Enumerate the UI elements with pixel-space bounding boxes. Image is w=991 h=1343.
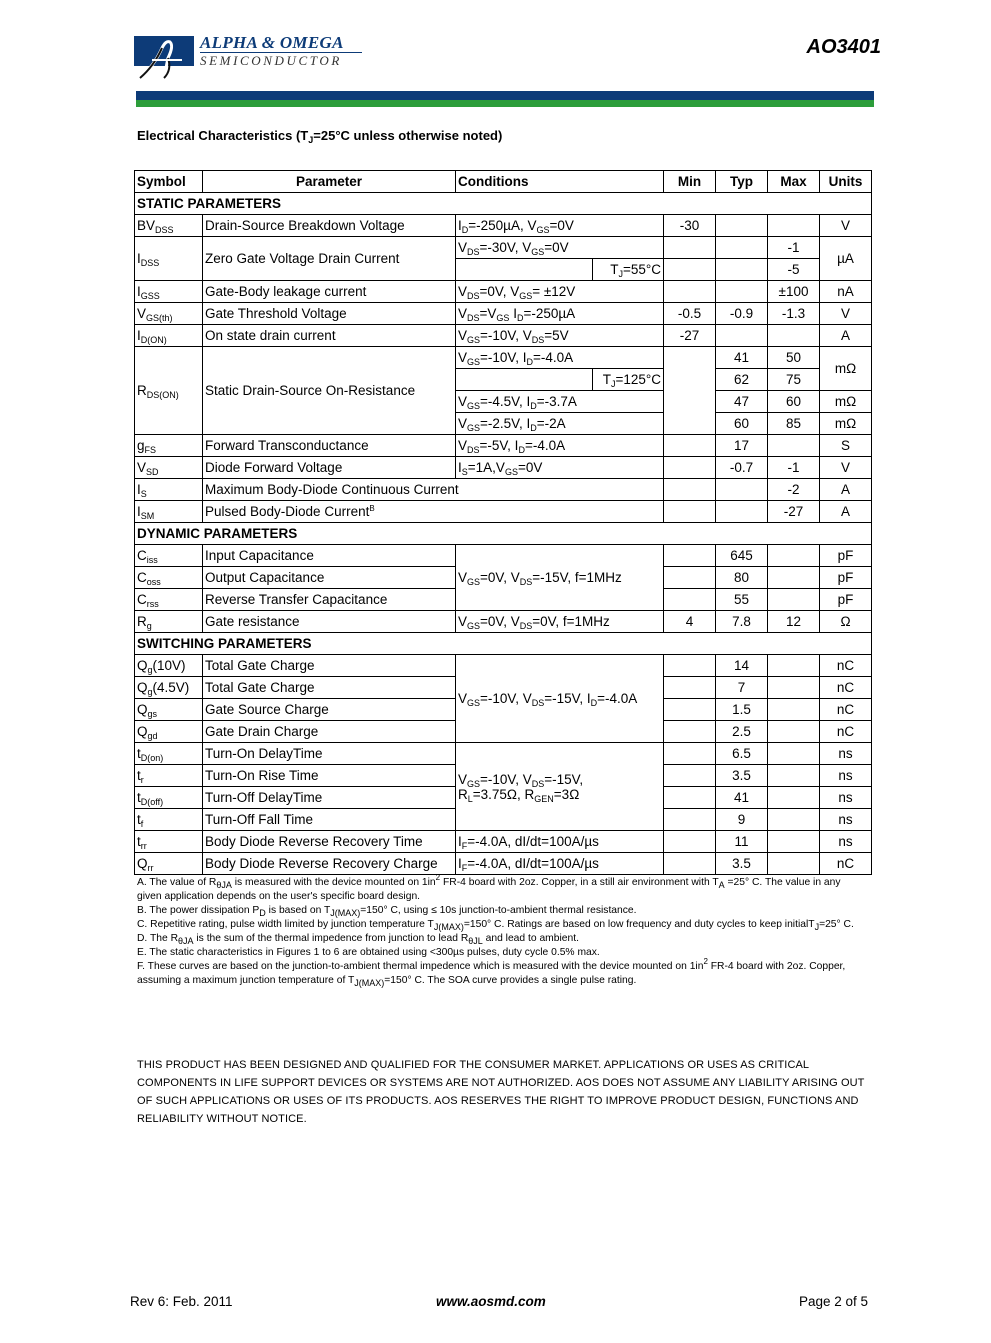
- section-row: [135, 633, 872, 655]
- parameter-cell: Body Diode Reverse Recovery Charge: [203, 853, 456, 875]
- section-header: STATIC PARAMETERS: [135, 193, 872, 215]
- table-row: [135, 501, 872, 523]
- min-cell: [664, 567, 716, 589]
- condition-cell: $V_{GS}=-10V$, $I_D=-4.0A$: [456, 347, 664, 369]
- min-cell: [664, 721, 716, 743]
- company-name: ALPHA & OMEGA: [200, 33, 344, 52]
- symbol-cell: $t_{rr}$: [135, 831, 203, 853]
- column-header: Min: [664, 171, 716, 193]
- symbol-cell: $R_{DS(ON)}$: [135, 347, 203, 435]
- table-row: [135, 303, 872, 325]
- typ-cell: 645: [716, 545, 768, 567]
- condition-cell: $V_{GS}=0V$, $V_{DS}=0V$, f=1MHz: [456, 611, 664, 633]
- parameter-cell: Turn-Off DelayTime: [203, 787, 456, 809]
- units-cell: µA: [820, 237, 872, 281]
- parameter-cell: Drain-Source Breakdown Voltage: [203, 215, 456, 237]
- typ-cell: 11: [716, 831, 768, 853]
- typ-cell: 7: [716, 677, 768, 699]
- max-cell: 12: [768, 611, 820, 633]
- symbol-cell: $C_{rss}$: [135, 589, 203, 611]
- min-cell: [664, 479, 716, 501]
- symbol-cell: $I_{SM}$: [135, 501, 203, 523]
- condition-cell: $V_{GS}=-4.5V$, $I_D=-3.7A$: [456, 391, 664, 413]
- typ-cell: 41: [716, 787, 768, 809]
- max-cell: [768, 721, 820, 743]
- parameter-cell: Maximum Body-Diode Continuous Current: [203, 479, 664, 501]
- symbol-cell: $I_{GSS}$: [135, 281, 203, 303]
- typ-cell: 9: [716, 809, 768, 831]
- table-header-row: [135, 171, 872, 193]
- table-row: [135, 545, 872, 567]
- max-cell: ±100: [768, 281, 820, 303]
- parameter-cell: Diode Forward Voltage: [203, 457, 456, 479]
- parameter-cell: Gate resistance: [203, 611, 456, 633]
- units-cell: mΩ: [820, 347, 872, 391]
- table-row: [135, 281, 872, 303]
- condition-cell: $T_J=125^\circ C$: [593, 369, 664, 391]
- parameter-cell: Turn-On DelayTime: [203, 743, 456, 765]
- footer-page-number: Page 2 of 5: [799, 1294, 869, 1309]
- parameter-cell: Body Diode Reverse Recovery Time: [203, 831, 456, 853]
- typ-cell: 17: [716, 435, 768, 457]
- symbol-cell: $t_{D(on)}$: [135, 743, 203, 765]
- table-row: [135, 743, 872, 765]
- units-cell: A: [820, 325, 872, 347]
- parameter-cell: Output Capacitance: [203, 567, 456, 589]
- max-cell: 60: [768, 391, 820, 413]
- max-cell: -1: [768, 457, 820, 479]
- units-cell: V: [820, 215, 872, 237]
- max-cell: [768, 589, 820, 611]
- max-cell: [768, 567, 820, 589]
- column-header: Max: [768, 171, 820, 193]
- max-cell: [768, 787, 820, 809]
- min-cell: [664, 457, 716, 479]
- company-subtitle: SEMICONDUCTOR: [200, 53, 342, 68]
- min-cell: [664, 743, 716, 765]
- footer-revision: Rev 6: Feb. 2011: [130, 1294, 233, 1309]
- typ-cell: 3.5: [716, 765, 768, 787]
- parameter-cell: Gate Source Charge: [203, 699, 456, 721]
- units-cell: nC: [820, 677, 872, 699]
- symbol-cell: $Q_g(4.5V)$: [135, 677, 203, 699]
- table-row: [135, 831, 872, 853]
- table-row: [135, 457, 872, 479]
- parameter-cell: Turn-Off Fall Time: [203, 809, 456, 831]
- parameter-cell: Zero Gate Voltage Drain Current: [203, 237, 456, 281]
- footnotes: [137, 873, 857, 988]
- parameter-cell: Gate Threshold Voltage: [203, 303, 456, 325]
- min-cell: [664, 699, 716, 721]
- symbol-cell: $t_{D(off)}$: [135, 787, 203, 809]
- condition-cell: $V_{DS}=0V$, $V_{GS}= \pm 12V$: [456, 281, 664, 303]
- typ-cell: [716, 237, 768, 259]
- section-header: SWITCHING PARAMETERS: [135, 633, 872, 655]
- condition-cell: $V_{DS}=V_{GS}$ $I_D=-250\mu A$: [456, 303, 664, 325]
- section-header: DYNAMIC PARAMETERS: [135, 523, 872, 545]
- table-row: [135, 325, 872, 347]
- units-cell: mΩ: [820, 413, 872, 435]
- units-cell: V: [820, 303, 872, 325]
- units-cell: ns: [820, 831, 872, 853]
- typ-cell: 6.5: [716, 743, 768, 765]
- symbol-cell: $t_f$: [135, 809, 203, 831]
- symbol-cell: $I_S$: [135, 479, 203, 501]
- typ-cell: [716, 501, 768, 523]
- units-cell: ns: [820, 765, 872, 787]
- column-header: Conditions: [456, 171, 664, 193]
- max-cell: [768, 699, 820, 721]
- footnote: F. These curves are based on the junction-to-ambient thermal impedence which is measured with the device mounted on $1in^2$ FR-4 board with 2oz. Copper, assuming a maximum junction temperature of $T_{J(MAX)}=150^\circ$ C. The SOA curve provides a single pulse rating.: [137, 957, 846, 988]
- symbol-cell: $Q_{rr}$: [135, 853, 203, 875]
- typ-cell: 60: [716, 413, 768, 435]
- max-cell: -5: [768, 259, 820, 281]
- condition-cell: $V_{GS}=0V$, $V_{DS}=-15V$, f=1MHz: [456, 545, 664, 611]
- table-row: [135, 479, 872, 501]
- max-cell: [768, 831, 820, 853]
- min-cell: 4: [664, 611, 716, 633]
- symbol-cell: $g_{FS}$: [135, 435, 203, 457]
- section-row: [135, 523, 872, 545]
- electrical-characteristics-table: [134, 170, 872, 875]
- condition-cell: $I_S=1A,V_{GS}=0V$: [456, 457, 664, 479]
- units-cell: pF: [820, 567, 872, 589]
- min-cell: [664, 347, 716, 435]
- typ-cell: -0.9: [716, 303, 768, 325]
- symbol-cell: $I_{D(ON)}$: [135, 325, 203, 347]
- typ-cell: [716, 325, 768, 347]
- units-cell: nC: [820, 655, 872, 677]
- units-cell: ns: [820, 787, 872, 809]
- part-number: AO3401: [806, 36, 881, 58]
- symbol-cell: $Q_{gs}$: [135, 699, 203, 721]
- min-cell: -0.5: [664, 303, 716, 325]
- disclaimer: THIS PRODUCT HAS BEEN DESIGNED AND QUALIFIED FOR THE CONSUMER MARKET. APPLICATIONS OR USES AS CRITICAL COMPONENTS IN LIFE SUPPORT DEVICES OR SYSTEMS ARE NOT AUTHORIZED. AOS DOES NOT ASSUME ANY LIABILITY ARISING OUT OF SUCH APPLICATIONS OR USES OF ITS PRODUCTS. AOS RESERVES THE RIGHT TO IMPROVE PRODUCT DESIGN, FUNCTIONS AND RELIABILITY WITHOUT NOTICE.: [137, 1059, 865, 1125]
- max-cell: 75: [768, 369, 820, 391]
- max-cell: -1: [768, 237, 820, 259]
- min-cell: [664, 655, 716, 677]
- column-header: Symbol: [135, 171, 203, 193]
- parameter-cell: Static Drain-Source On-Resistance: [203, 347, 456, 435]
- footer-website-link[interactable]: www.aosmd.com: [436, 1294, 546, 1309]
- symbol-cell: $V_{GS(th)}$: [135, 303, 203, 325]
- condition-cell: $I_D=-250\mu A$, $V_{GS}=0V$: [456, 215, 664, 237]
- table-row: [135, 347, 872, 369]
- typ-cell: 7.8: [716, 611, 768, 633]
- symbol-cell: $V_{SD}$: [135, 457, 203, 479]
- condition-cell: $I_F=-4.0A$, dI/dt=100A/µs: [456, 853, 664, 875]
- min-cell: [664, 787, 716, 809]
- max-cell: [768, 853, 820, 875]
- table-row: [135, 611, 872, 633]
- typ-cell: 55: [716, 589, 768, 611]
- units-cell: mΩ: [820, 391, 872, 413]
- min-cell: [664, 281, 716, 303]
- min-cell: [664, 765, 716, 787]
- units-cell: nC: [820, 721, 872, 743]
- typ-cell: 3.5: [716, 853, 768, 875]
- section-title: Electrical Characteristics ($T_J=25^\circ C$ unless otherwise noted): [137, 128, 503, 145]
- symbol-cell: $Q_g(10V)$: [135, 655, 203, 677]
- parameter-cell: Forward Transconductance: [203, 435, 456, 457]
- condition-cell: $V_{GS}=-2.5V$, $I_D=-2A$: [456, 413, 664, 435]
- header-band-blue: [136, 91, 874, 100]
- parameter-cell: Reverse Transfer Capacitance: [203, 589, 456, 611]
- footnote: C. Repetitive rating, pulse width limited by junction temperature $T_{J(MAX)}=150^\circ$ C. Ratings are based on low frequency and duty cycles to keep initialT$_J$=25° C.: [137, 919, 854, 932]
- typ-cell: 2.5: [716, 721, 768, 743]
- units-cell: A: [820, 501, 872, 523]
- max-cell: [768, 765, 820, 787]
- max-cell: [768, 809, 820, 831]
- footnote: A. The value of $R_{\theta JA}$ is measured with the device mounted on $1in^2$ FR-4 board with 2oz. Copper, in a still air environment with $T_A =25^\circ$ C. The value in any given application depends on the user's specific board design.: [137, 873, 841, 902]
- condition-cell: $V_{DS}=-30V$, $V_{GS}=0V$: [456, 237, 664, 259]
- typ-cell: 1.5: [716, 699, 768, 721]
- condition-cell: $I_F=-4.0A$, dI/dt=100A/µs: [456, 831, 664, 853]
- company-logo-icon: [134, 36, 194, 80]
- max-cell: [768, 743, 820, 765]
- symbol-cell: $t_r$: [135, 765, 203, 787]
- units-cell: nA: [820, 281, 872, 303]
- typ-cell: -0.7: [716, 457, 768, 479]
- max-cell: -1.3: [768, 303, 820, 325]
- max-cell: [768, 435, 820, 457]
- units-cell: Ω: [820, 611, 872, 633]
- condition-cell: $V_{DS}=-5V$, $I_D=-4.0A$: [456, 435, 664, 457]
- section-row: [135, 193, 872, 215]
- min-cell: [664, 831, 716, 853]
- condition-cell: $V_{GS}=-10V$, $V_{DS}=5V$: [456, 325, 664, 347]
- units-cell: S: [820, 435, 872, 457]
- max-cell: -2: [768, 479, 820, 501]
- min-cell: [664, 237, 716, 259]
- min-cell: [664, 501, 716, 523]
- table-row: [135, 215, 872, 237]
- footnote: D. The $R_{\theta JA}$ is the sum of the thermal impedence from junction to lead $R_{\theta JL}$ and lead to ambient.: [137, 933, 579, 946]
- min-cell: [664, 677, 716, 699]
- units-cell: ns: [820, 809, 872, 831]
- footnote: E. The static characteristics in Figures 1 to 6 are obtained using <300µs pulses, duty cycle 0.5% max.: [137, 947, 600, 958]
- column-header: Units: [820, 171, 872, 193]
- parameter-cell: Gate Drain Charge: [203, 721, 456, 743]
- min-cell: -27: [664, 325, 716, 347]
- min-cell: [664, 259, 716, 281]
- units-cell: A: [820, 479, 872, 501]
- typ-cell: [716, 215, 768, 237]
- min-cell: [664, 589, 716, 611]
- column-header: Parameter: [203, 171, 456, 193]
- parameter-cell: Input Capacitance: [203, 545, 456, 567]
- symbol-cell: $C_{oss}$: [135, 567, 203, 589]
- condition-cell: $V_{GS}=-10V$, $V_{DS}=-15V$, $R_L=3.75\Omega$, $R_{GEN}=3\Omega$: [456, 743, 664, 831]
- condition-cell: $V_{GS}=-10V$, $V_{DS}=-15V$, $I_D=-4.0A$: [456, 655, 664, 743]
- footnote: B. The power dissipation $P_D$ is based on $T_{J(MAX)}=150^\circ$ C, using ≤ 10s junction-to-ambient thermal resistance.: [137, 905, 637, 918]
- condition-cell: [456, 259, 593, 281]
- max-cell: [768, 545, 820, 567]
- typ-cell: 41: [716, 347, 768, 369]
- column-header: Typ: [716, 171, 768, 193]
- min-cell: [664, 853, 716, 875]
- max-cell: 50: [768, 347, 820, 369]
- min-cell: [664, 809, 716, 831]
- max-cell: [768, 677, 820, 699]
- symbol-cell: $I_{DSS}$: [135, 237, 203, 281]
- header-band-green: [136, 100, 874, 107]
- parameter-cell: On state drain current: [203, 325, 456, 347]
- typ-cell: 80: [716, 567, 768, 589]
- typ-cell: 47: [716, 391, 768, 413]
- units-cell: V: [820, 457, 872, 479]
- table-row: [135, 435, 872, 457]
- typ-cell: 62: [716, 369, 768, 391]
- max-cell: [768, 325, 820, 347]
- max-cell: -27: [768, 501, 820, 523]
- units-cell: pF: [820, 589, 872, 611]
- table-row: [135, 853, 872, 875]
- max-cell: 85: [768, 413, 820, 435]
- typ-cell: [716, 281, 768, 303]
- units-cell: nC: [820, 699, 872, 721]
- condition-cell: $T_J=55^\circ C$: [593, 259, 664, 281]
- min-cell: [664, 545, 716, 567]
- symbol-cell: $C_{iss}$: [135, 545, 203, 567]
- symbol-cell: $R_g$: [135, 611, 203, 633]
- symbol-cell: $Q_{gd}$: [135, 721, 203, 743]
- typ-cell: 14: [716, 655, 768, 677]
- parameter-cell: Total Gate Charge: [203, 677, 456, 699]
- min-cell: [664, 435, 716, 457]
- table-row: [135, 237, 872, 259]
- parameter-cell: Total Gate Charge: [203, 655, 456, 677]
- parameter-cell: Turn-On Rise Time: [203, 765, 456, 787]
- parameter-cell: Gate-Body leakage current: [203, 281, 456, 303]
- units-cell: nC: [820, 853, 872, 875]
- table-row: [135, 655, 872, 677]
- typ-cell: [716, 479, 768, 501]
- min-cell: -30: [664, 215, 716, 237]
- typ-cell: [716, 259, 768, 281]
- units-cell: ns: [820, 743, 872, 765]
- condition-cell: [456, 369, 593, 391]
- parameter-cell: Pulsed Body-Diode Current$^B$: [203, 501, 664, 523]
- units-cell: pF: [820, 545, 872, 567]
- max-cell: [768, 655, 820, 677]
- max-cell: [768, 215, 820, 237]
- symbol-cell: $BV_{DSS}$: [135, 215, 203, 237]
